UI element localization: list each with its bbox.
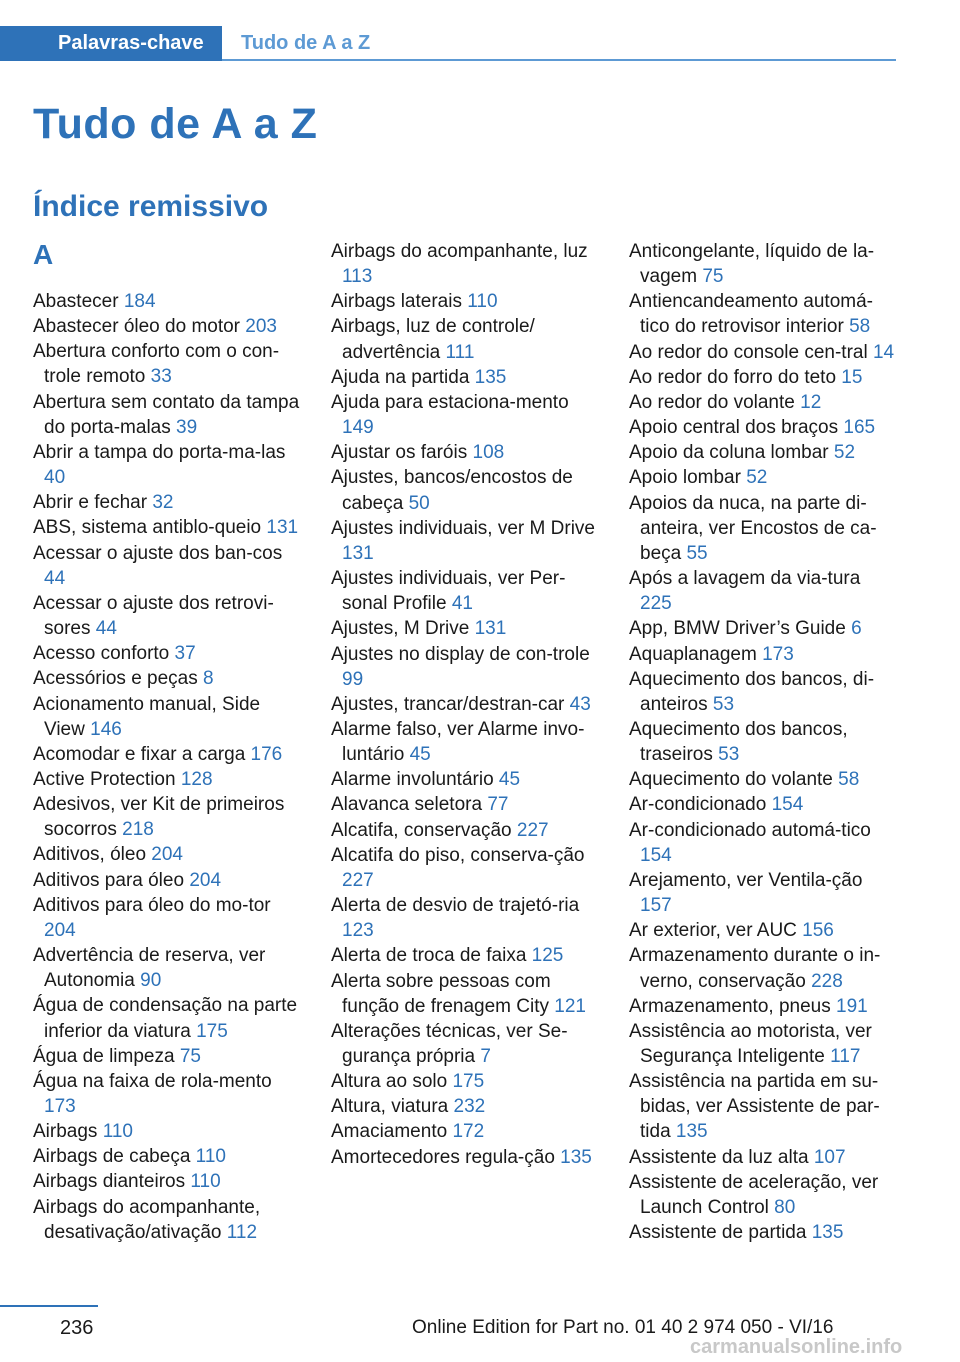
- index-page-link[interactable]: 55: [686, 542, 708, 564]
- index-page-link[interactable]: 37: [174, 643, 196, 665]
- index-entry-text: Ao redor do forro do teto: [629, 366, 837, 388]
- index-entry: [331, 1019, 599, 1069]
- index-entry-text: Abastecer: [33, 291, 119, 312]
- index-entry: [331, 767, 599, 792]
- index-entry-text: Aditivos para óleo do mo-tor: [33, 894, 271, 916]
- index-page-link[interactable]: 8: [203, 668, 214, 690]
- index-entry-text: Água na faixa de rola-mento: [33, 1070, 272, 1092]
- index-page-link[interactable]: 41: [451, 593, 473, 615]
- index-entry: [33, 541, 301, 591]
- index-page-link[interactable]: 175: [452, 1071, 485, 1093]
- page-number: 236: [60, 1317, 94, 1339]
- index-page-link[interactable]: 154: [640, 844, 672, 866]
- index-page-link[interactable]: 7: [480, 1046, 491, 1067]
- index-entry-text: App, BMW Driver’s Guide: [629, 618, 846, 640]
- index-entry: [629, 717, 897, 767]
- index-page-link[interactable]: 110: [467, 291, 498, 313]
- index-page-link[interactable]: 135: [675, 1121, 708, 1143]
- index-entry-text: Alterações técnicas, ver Se-gurança própria: [331, 1020, 568, 1067]
- index-entry: [33, 1044, 301, 1069]
- index-entry: [629, 465, 897, 490]
- index-entry-text: Assistente da luz alta: [629, 1146, 809, 1168]
- index-column-1: [33, 239, 301, 1245]
- index-entry: [629, 994, 897, 1019]
- index-page-link[interactable]: 165: [843, 417, 876, 439]
- index-page-link[interactable]: 173: [762, 643, 794, 665]
- index-entry: [331, 717, 599, 767]
- index-entry: [33, 943, 301, 993]
- index-entry: [629, 1145, 897, 1170]
- index-entry: [33, 868, 301, 893]
- index-entry-text: Água de condensação na parte inferior da viatura: [33, 995, 298, 1042]
- index-entry: [33, 767, 301, 792]
- index-entry-text: Ajustes no display de con-trole: [331, 643, 590, 665]
- index-entry: [629, 340, 897, 365]
- index-page-link[interactable]: 52: [746, 467, 768, 489]
- index-page-link[interactable]: 52: [833, 442, 856, 464]
- index-entry-text: Aditivos, óleo: [33, 844, 147, 866]
- index-entry: [629, 289, 897, 339]
- index-entry-text: Aquecimento dos bancos, traseiros: [629, 718, 848, 766]
- index-entry-text: Ajustes individuais, ver M Drive: [331, 517, 595, 539]
- index-entry-text: Acessar o ajuste dos ban-cos: [33, 542, 283, 564]
- index-entry-text: Apoio da coluna lombar: [629, 442, 829, 464]
- index-entry: [33, 1195, 301, 1245]
- index-entry-text: Amortecedores regula-ção: [331, 1146, 555, 1168]
- index-entry-text: Abertura sem contato da tampa do porta-malas: [33, 391, 300, 438]
- index-page-link[interactable]: 117: [830, 1046, 861, 1067]
- index-page-link[interactable]: 110: [102, 1121, 133, 1143]
- index-page-link[interactable]: 15: [841, 366, 863, 388]
- index-entry-text: Alcatifa, conservação: [331, 819, 512, 841]
- index-page-link[interactable]: 44: [44, 567, 66, 589]
- index-page-link[interactable]: 176: [250, 743, 283, 765]
- header-tabs: [0, 26, 896, 62]
- index-page-link[interactable]: 75: [702, 266, 724, 288]
- index-entry: [629, 1170, 897, 1220]
- index-page-link[interactable]: 75: [179, 1045, 201, 1067]
- index-entry: [629, 415, 897, 440]
- index-entry-text: Abertura conforto com o con-trole remoto: [33, 341, 280, 388]
- index-page-link[interactable]: 227: [516, 819, 549, 841]
- index-page-link[interactable]: 90: [140, 970, 162, 992]
- index-column-2: [331, 239, 599, 1170]
- index-page-link[interactable]: 107: [813, 1146, 846, 1168]
- index-entry-text: Ajustes, bancos/encostos de cabeça: [331, 467, 573, 514]
- index-page-link[interactable]: 110: [195, 1146, 226, 1168]
- index-entry: [33, 1069, 301, 1119]
- index-page-link[interactable]: 149: [342, 417, 374, 439]
- index-page-link[interactable]: 225: [640, 593, 672, 615]
- index-entry: [33, 893, 301, 943]
- index-entry-text: Anticongelante, líquido de la-vagem: [629, 241, 875, 288]
- index-column-3: [629, 239, 897, 1245]
- index-entry-text: Apoio central dos braços: [629, 417, 839, 439]
- index-entry-text: Assistência na partida em su-bidas, ver Assistente de par-tida: [629, 1071, 880, 1143]
- index-page-link[interactable]: 45: [498, 769, 521, 791]
- index-page-link[interactable]: 232: [453, 1096, 486, 1118]
- index-entry-text: Airbags de cabeça: [33, 1146, 191, 1168]
- index-entry: [629, 491, 897, 566]
- index-entry-text: Arejamento, ver Ventila-ção: [629, 869, 863, 891]
- index-entry: [331, 943, 599, 968]
- index-entry-text: Armazenamento, pneus: [629, 995, 831, 1017]
- index-entry: [331, 365, 599, 390]
- index-entry: [331, 289, 599, 314]
- index-entry: [33, 666, 301, 691]
- index-entry-text: Acessar o ajuste dos retrovi-sores: [33, 592, 274, 640]
- index-page-link[interactable]: 111: [445, 341, 475, 363]
- index-entry-text: Aquecimento do volante: [629, 769, 833, 791]
- edition-text: Online Edition for Part no. 01 40 2 974 050 - VI/16: [412, 1317, 834, 1338]
- index-letter-heading: A: [33, 239, 54, 270]
- index-entry-text: Airbags dianteiros: [33, 1171, 186, 1193]
- index-entry: [331, 314, 599, 364]
- index-entry: [629, 792, 897, 817]
- header-rule: [222, 59, 896, 61]
- index-page-link[interactable]: 53: [718, 744, 740, 766]
- index-entry-text: Ajustes, M Drive: [331, 618, 470, 640]
- index-page-link[interactable]: 204: [44, 919, 76, 941]
- index-entry-text: Airbags do acompanhante, desativação/ativação: [33, 1196, 261, 1243]
- index-entry-text: Ar exterior, ver AUC: [629, 920, 797, 942]
- index-entry-text: ABS, sistema antiblo-queio: [33, 517, 262, 539]
- index-page-link[interactable]: 44: [95, 618, 117, 640]
- index-page-link[interactable]: 191: [836, 995, 868, 1017]
- index-page-link[interactable]: 135: [811, 1222, 844, 1244]
- index-page-link[interactable]: 173: [44, 1096, 76, 1117]
- index-entry: [331, 1119, 599, 1144]
- index-entry: [33, 692, 301, 742]
- index-entry: [33, 742, 301, 767]
- index-page-link[interactable]: 45: [409, 744, 431, 766]
- index-entry-text: Airbags laterais: [331, 291, 462, 313]
- index-entry: [331, 440, 599, 465]
- index-entry-text: Aditivos para óleo: [33, 869, 185, 891]
- index-entry-text: Amaciamento: [331, 1121, 448, 1143]
- index-page-link[interactable]: 135: [474, 366, 507, 388]
- index-entry-text: Apoio lombar: [629, 467, 741, 489]
- tab-a-to-z[interactable]: Tudo de A a Z: [241, 32, 371, 54]
- index-entry: [33, 792, 301, 842]
- index-entry: [331, 843, 599, 893]
- index-entry: [629, 667, 897, 717]
- index-entry: [33, 440, 301, 490]
- index-page-link[interactable]: 172: [452, 1121, 485, 1143]
- index-entry: [33, 591, 301, 641]
- index-entry: [331, 893, 599, 943]
- index-entry: [629, 1069, 897, 1144]
- index-page-link[interactable]: 112: [226, 1221, 258, 1243]
- index-page-link[interactable]: 184: [123, 291, 156, 312]
- index-page-link[interactable]: 121: [554, 995, 586, 1017]
- index-entry-text: Altura ao solo: [331, 1071, 448, 1093]
- index-page-link[interactable]: 131: [474, 618, 507, 640]
- index-entry: [33, 842, 301, 867]
- index-entry: [331, 1145, 599, 1170]
- index-entry: [33, 993, 301, 1043]
- index-entry-text: Após a lavagem da via-tura: [629, 568, 861, 590]
- index-entry: [33, 390, 301, 440]
- index-entry: [33, 339, 301, 389]
- index-entry: [629, 918, 897, 943]
- index-page-link[interactable]: 12: [800, 391, 822, 413]
- index-entry-text: Aquecimento dos bancos, di-anteiros: [629, 668, 875, 715]
- index-page-link[interactable]: 39: [176, 416, 198, 438]
- index-entry-text: Água de limpeza: [33, 1045, 175, 1067]
- index-page-link[interactable]: 227: [342, 869, 374, 891]
- index-entry-text: Ao redor do console cen-tral: [629, 341, 868, 363]
- index-entry: [33, 289, 301, 314]
- index-entry-text: Ar-condicionado: [629, 794, 767, 816]
- index-entry: [629, 239, 897, 289]
- index-page-link[interactable]: 99: [342, 668, 364, 690]
- index-entry-text: Advertência de reserva, ver Autonomia: [33, 945, 266, 992]
- index-entry-text: Acionamento manual, Side View: [33, 693, 261, 740]
- index-entry: [629, 642, 897, 667]
- index-page-link[interactable]: 203: [245, 316, 277, 338]
- index-entry-text: Apoios da nuca, na parte di-anteira, ver Encostos de ca-beça: [629, 492, 877, 564]
- section-title: Índice remissivo: [33, 190, 269, 223]
- index-entry: [331, 516, 599, 566]
- index-page-link[interactable]: 156: [802, 920, 834, 942]
- index-entry: [629, 390, 897, 415]
- index-entry-text: Abrir a tampa do porta-ma-las: [33, 441, 286, 463]
- index-page-link[interactable]: 14: [872, 341, 895, 363]
- index-page-link[interactable]: 80: [774, 1196, 796, 1218]
- index-entry: [629, 440, 897, 465]
- index-entry: [331, 1069, 599, 1094]
- index-entry: [629, 818, 897, 868]
- index-entry: [629, 365, 897, 390]
- index-entry-text: Assistência ao motorista, ver Segurança Inteligente: [629, 1020, 872, 1067]
- index-entry-text: Alerta sobre pessoas com função de frenagem City: [331, 970, 551, 1017]
- index-entry-text: Ajustes, trancar/destran-car: [331, 693, 565, 715]
- index-entry-text: Adesivos, ver Kit de primeiros socorros: [33, 794, 285, 841]
- index-entry-text: Abrir e fechar: [33, 492, 148, 514]
- index-entry-text: Altura, viatura: [331, 1096, 449, 1118]
- index-entry-text: Antiencandeamento automá-tico do retrovisor interior: [629, 291, 873, 338]
- index-page-link[interactable]: 40: [44, 467, 66, 489]
- index-page-link[interactable]: 135: [560, 1146, 592, 1168]
- index-entry: [331, 642, 599, 692]
- index-entry: [331, 1094, 599, 1119]
- index-page-link[interactable]: 53: [712, 693, 735, 715]
- index-entry-text: Alcatifa do piso, conserva-ção: [331, 844, 585, 866]
- index-page-link[interactable]: 157: [640, 895, 672, 917]
- index-page-link[interactable]: 33: [150, 366, 172, 388]
- index-entry-text: Airbags do acompanhante, luz: [331, 241, 588, 262]
- index-page-link[interactable]: 204: [189, 869, 222, 891]
- index-page-link[interactable]: 113: [342, 266, 373, 288]
- index-entry-text: Active Protection: [33, 768, 176, 790]
- index-page-link[interactable]: 32: [152, 492, 174, 514]
- index-entry-text: Ajustes individuais, ver Per-sonal Profile: [331, 568, 566, 615]
- index-entry: [629, 566, 897, 616]
- index-entry: [629, 1019, 897, 1069]
- index-entry-text: Airbags: [33, 1121, 98, 1143]
- index-entry: [331, 818, 599, 843]
- index-entry-text: Alavanca seletora: [331, 794, 483, 816]
- index-page-link[interactable]: 175: [196, 1020, 228, 1042]
- index-entry: [33, 1169, 301, 1194]
- index-entry-text: Ao redor do volante: [629, 391, 795, 413]
- index-entry: [33, 1144, 301, 1169]
- index-entry-text: Assistente de partida: [629, 1222, 807, 1244]
- index-page-link[interactable]: 123: [342, 920, 374, 942]
- index-entry: [331, 969, 599, 1019]
- index-page-link[interactable]: 131: [342, 542, 374, 564]
- index-page-link[interactable]: 154: [771, 794, 804, 816]
- page-title: Tudo de A a Z: [33, 100, 318, 148]
- index-page-link[interactable]: 125: [531, 945, 564, 967]
- watermark: carmanualsonline.info: [690, 1336, 903, 1358]
- index-entry-text: Armazenamento durante o in-verno, conservação: [629, 945, 881, 992]
- index-entry-text: Acomodar e fixar a carga: [33, 743, 246, 765]
- index-entry: [629, 616, 897, 641]
- index-entry: [33, 515, 301, 540]
- index-entry: [331, 465, 599, 515]
- index-entry-text: Alarme involuntário: [331, 769, 494, 791]
- index-entry: [331, 616, 599, 641]
- index-entry: [33, 641, 301, 666]
- index-entry-text: Ajustar os faróis: [331, 442, 468, 464]
- index-entry: [629, 767, 897, 792]
- index-page-link[interactable]: 50: [408, 492, 430, 514]
- index-page-link[interactable]: 58: [838, 769, 860, 791]
- index-entry: [629, 868, 897, 918]
- index-page-link[interactable]: 146: [90, 718, 122, 740]
- index-entry: [331, 692, 599, 717]
- index-page-link[interactable]: 108: [472, 442, 505, 464]
- index-page-link[interactable]: 228: [811, 970, 843, 992]
- footer-rule: [0, 1305, 98, 1307]
- index-entry: [331, 390, 599, 440]
- index-entry: [331, 566, 599, 616]
- index-entry-text: Acessórios e peças: [33, 668, 198, 690]
- index-entry-text: Ar-condicionado automá-tico: [629, 819, 871, 841]
- index-entry: [33, 314, 301, 339]
- index-entry: [629, 1220, 897, 1245]
- index-entry-text: Abastecer óleo do motor: [33, 316, 241, 338]
- index-page-link[interactable]: 110: [190, 1171, 221, 1193]
- index-page-link[interactable]: 77: [487, 794, 509, 816]
- index-entry-text: Aquaplanagem: [629, 643, 757, 665]
- index-entry-text: Ajuda na partida: [331, 366, 470, 388]
- index-entry-text: Alerta de desvio de trajetó-ria: [331, 895, 580, 917]
- index-entry: [629, 943, 897, 993]
- index-page-link[interactable]: 128: [180, 768, 213, 790]
- tab-keywords[interactable]: Palavras-chave: [0, 26, 222, 61]
- index-entry: [331, 792, 599, 817]
- index-page-link[interactable]: 43: [569, 693, 591, 715]
- index-entry-text: Alarme falso, ver Alarme invo-luntário: [331, 718, 585, 766]
- index-entry-text: Airbags, luz de controle/ advertência: [331, 316, 535, 363]
- index-page-link[interactable]: 6: [851, 618, 862, 640]
- index-entry: [331, 239, 599, 289]
- index-page-link[interactable]: 218: [122, 819, 154, 841]
- index-entry: [33, 1119, 301, 1144]
- index-entry-text: Alerta de troca de faixa: [331, 945, 527, 967]
- index-entry-text: Assistente de aceleração, ver Launch Control: [629, 1171, 879, 1218]
- index-page-link[interactable]: 204: [151, 844, 183, 866]
- index-page-link[interactable]: 131: [266, 517, 299, 539]
- index-entry: [33, 490, 301, 515]
- index-entry-text: Ajuda para estaciona-mento: [331, 391, 569, 413]
- index-entry-text: Acesso conforto: [33, 643, 170, 665]
- index-page-link[interactable]: 58: [849, 316, 871, 338]
